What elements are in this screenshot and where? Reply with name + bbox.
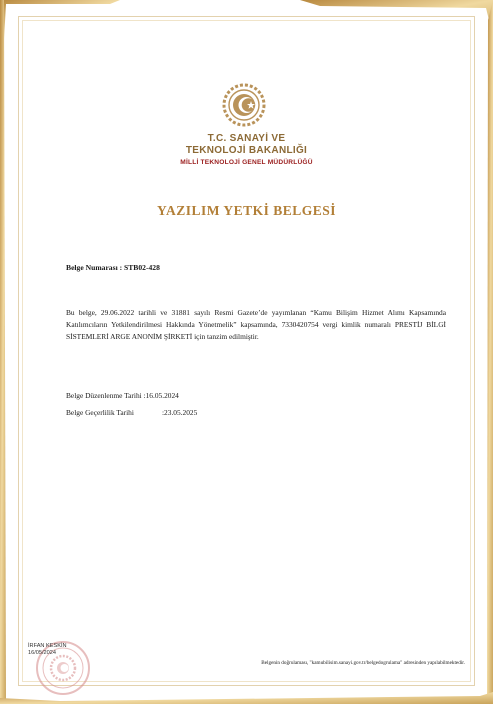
directorate-name: MİLLİ TEKNOLOJİ GENEL MÜDÜRLÜĞÜ [180,159,313,166]
document-title: YAZILIM YETKİ BELGESİ [156,203,337,218]
ministry-name-line2: TEKNOLOJİ BAKANLIĞI [185,145,308,156]
right-gold-edge [484,0,493,704]
issue-date-row [66,391,179,400]
signer-block [28,643,67,657]
left-gold-edge [0,0,8,704]
validity-date-label: Belge Geçerlilik Tarihi [66,408,134,417]
verification-note: Belgenin doğrulaması, "kamubilisim.sanayi.gov.tr/belgedogrulama" adresinden yapılabilmektedir. [261,660,465,666]
ministry-name-line1: T.C. SANAYİ VE [207,133,286,144]
issue-date-value: 16.05.2024 [145,391,179,400]
validity-date-value: :23.05.2025 [162,408,198,417]
document-number: Belge Numarası : STB02-428 [66,263,160,272]
signer-name: İRFAN KESKİN [28,643,67,649]
issue-date-label: Belge Düzenlenme Tarihi : [66,391,146,400]
ministry-logo-icon [219,80,269,130]
signature-date: 16/05/2024 [28,650,56,656]
document-body: Bu belge, 29.06.2022 tarihli ve 31881 sayılı Resmi Gazete’de yayımlanan “Kamu Bilişim Hizmet Alımı Kapsamında Katılımcıların Yetkilendirilmesi Hakkında Yönetmelik” kapsamında, 7330420754 vergi kimlik numaralı PRESTİJ BİLGİ SİSTEMLERİ ARGE ANONİM ŞİRKETİ için tanzim edilmiştir. [66,308,446,341]
validity-date-row [66,408,197,417]
